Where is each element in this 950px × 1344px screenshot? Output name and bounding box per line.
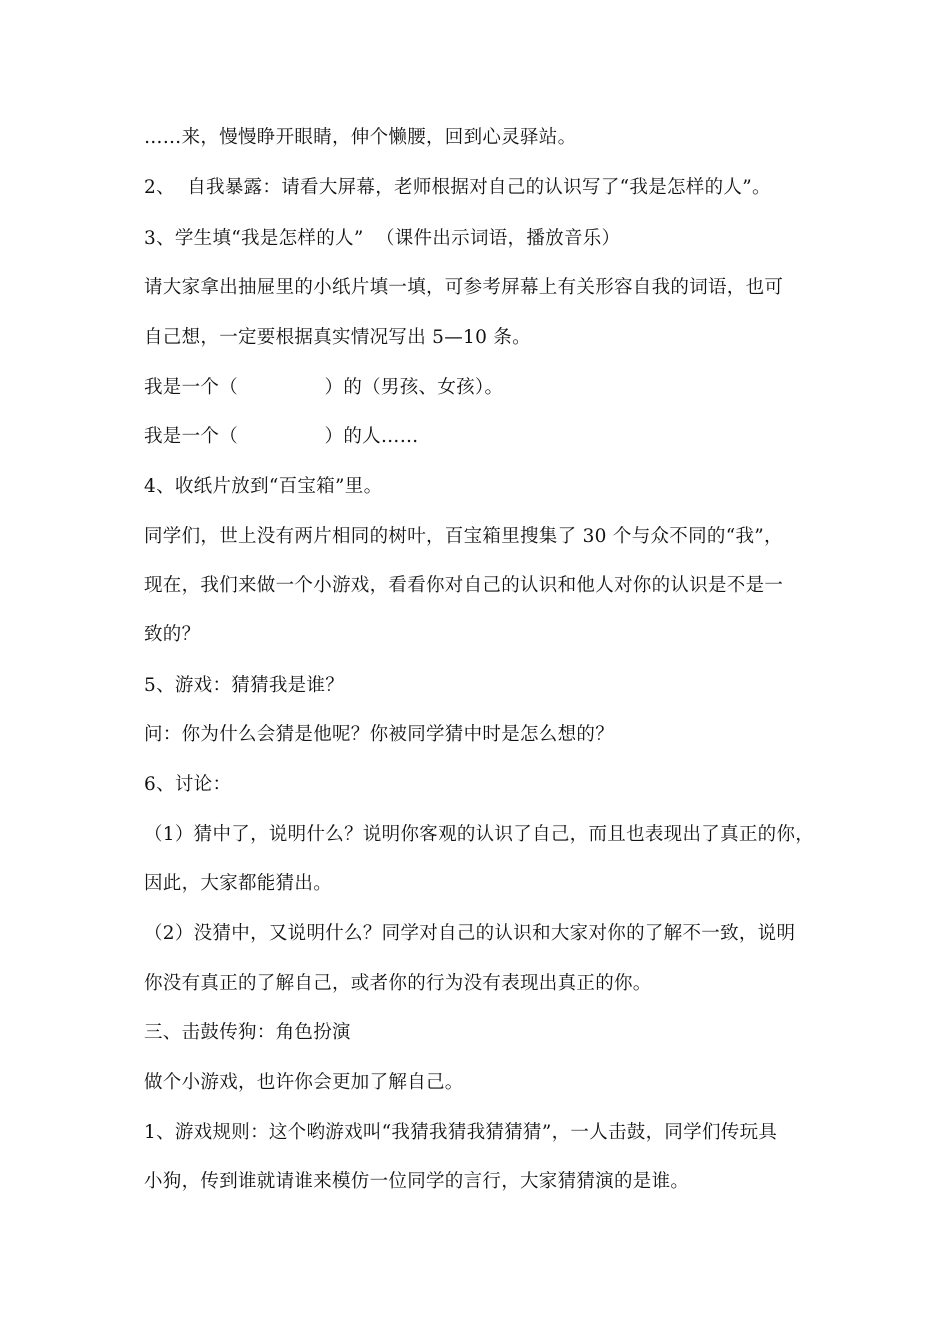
paragraph-line: （1）猜中了，说明什么？说明你客观的认识了自己，而且也表现出了真正的你，: [144, 824, 815, 845]
paragraph-line: 因此，大家都能猜出。: [144, 873, 333, 894]
paragraph-line: （2）没猜中，又说明什么？同学对自己的认识和大家对你的了解不一致，说明: [144, 923, 796, 944]
paragraph-line: 我是一个（ ）的（男孩、女孩）。: [144, 377, 504, 398]
paragraph-line: 你没有真正的了解自己，或者你的行为没有表现出真正的你。: [144, 973, 652, 994]
paragraph-line: 问：你为什么会猜是他呢？你被同学猜中时是怎么想的？: [144, 724, 615, 745]
paragraph-line: 致的？: [144, 624, 201, 645]
paragraph-line: 请大家拿出抽屉里的小纸片填一填，可参考屏幕上有关形容自我的词语，也可: [144, 277, 784, 298]
paragraph-line: 4、收纸片放到“百宝箱”里。: [144, 476, 383, 497]
paragraph-line: 同学们，世上没有两片相同的树叶，百宝箱里搜集了 30 个与众不同的“我”，: [144, 526, 783, 547]
paragraph-line: 我是一个（ ）的人……: [144, 426, 419, 447]
paragraph-line: 做个小游戏，也许你会更加了解自己。: [144, 1072, 464, 1093]
paragraph-line: 6、讨论：: [144, 774, 232, 795]
paragraph-line: 小狗，传到谁就请谁来模仿一位同学的言行，大家猜猜演的是谁。: [144, 1171, 690, 1192]
section-heading: 三、击鼓传狗：角色扮演: [144, 1022, 351, 1043]
paragraph-line: 自己想，一定要根据真实情况写出 5—10 条。: [144, 327, 531, 348]
paragraph-line: 1、游戏规则：这个哟游戏叫“我猜我猜我猜猜猜”，一人击鼓，同学们传玩具: [144, 1122, 778, 1143]
paragraph-line: ……来，慢慢睁开眼睛，伸个懒腰，回到心灵驿站。: [144, 127, 577, 148]
paragraph-line: 现在，我们来做一个小游戏，看看你对自己的认识和他人对你的认识是不是一: [144, 575, 784, 596]
paragraph-line: 2、 自我暴露：请看大屏幕，老师根据对自己的认识写了“我是怎样的人”。: [144, 177, 771, 198]
paragraph-line: 5、游戏：猜猜我是谁？: [144, 675, 345, 696]
paragraph-line: 3、学生填“我是怎样的人” （课件出示词语，播放音乐）: [144, 228, 621, 249]
